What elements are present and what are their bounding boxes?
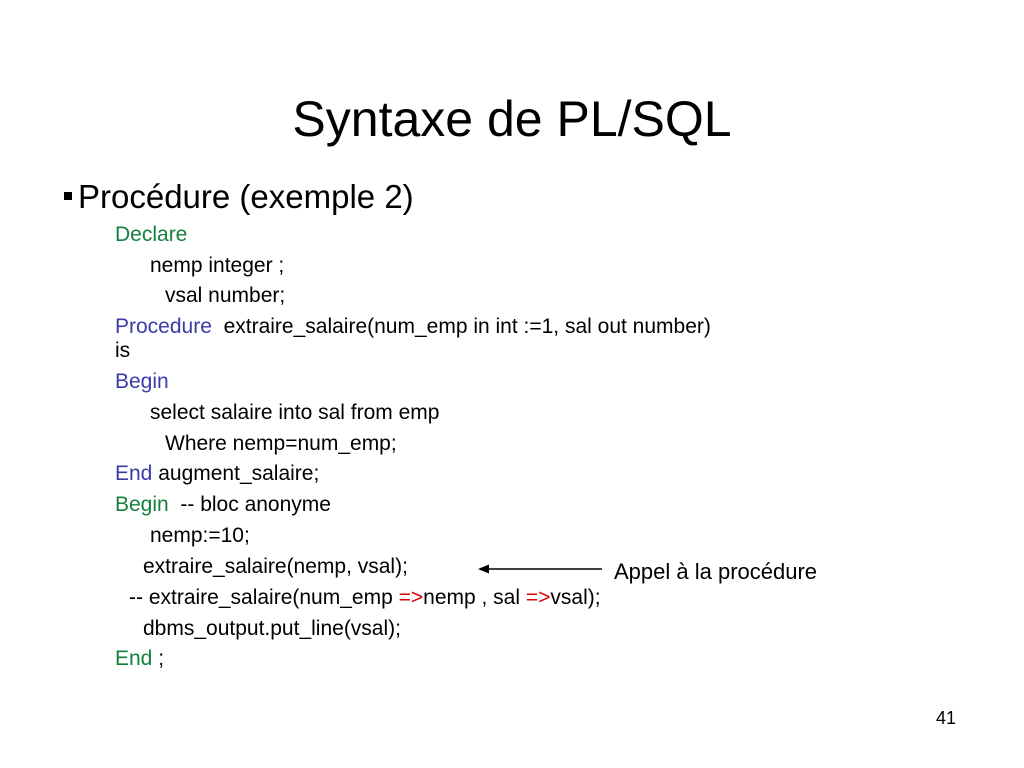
code-text: select salaire into sal from emp [150, 401, 440, 424]
code-line-var-vsal [165, 283, 285, 309]
code-line-var-nemp [150, 253, 284, 279]
bullet-text: Procédure (exemple 2) [78, 178, 414, 215]
code-text: augment_salaire; [158, 462, 320, 485]
code-text: extraire_salaire(nemp, vsal); [143, 555, 408, 578]
left-arrow-icon [476, 560, 604, 578]
keyword-end: End [115, 462, 153, 485]
code-line-named-call [129, 585, 601, 611]
page-number: 41 [936, 708, 957, 728]
code-line-where [165, 431, 397, 457]
code-line-assign [150, 523, 250, 549]
keyword-begin: Begin [115, 370, 169, 393]
code-line-is [115, 338, 130, 364]
code-text: extraire_salaire(num_emp in int :=1, sal out number) [223, 315, 711, 338]
code-line-declare [115, 222, 187, 248]
code-line-end-anonymous [115, 646, 164, 672]
code-line-begin [115, 369, 169, 395]
code-text: nemp:=10; [150, 524, 250, 547]
code-text: -- extraire_salaire(num_emp [129, 586, 399, 609]
code-text: dbms_output.put_line(vsal); [143, 617, 401, 640]
code-comment: -- bloc anonyme [180, 493, 331, 516]
code-text: nemp integer ; [150, 254, 285, 277]
code-text: vsal number; [165, 284, 286, 307]
code-text: is [115, 339, 131, 362]
slide-title: Syntaxe de PL/SQL [292, 91, 732, 147]
named-arg-operator: => [525, 586, 551, 609]
code-line-call [143, 554, 408, 580]
annotation-label: Appel à la procédure [614, 559, 818, 584]
code-line-end [115, 461, 319, 487]
code-line-procedure [115, 314, 711, 340]
code-text: Where nemp=num_emp; [165, 432, 397, 455]
keyword-procedure: Procedure [115, 315, 212, 338]
named-arg-operator: => [398, 586, 424, 609]
code-text: vsal); [550, 586, 601, 609]
code-text: nemp , sal [423, 586, 526, 609]
bullet-heading [64, 176, 414, 218]
keyword-begin: Begin [115, 493, 169, 516]
code-line-begin-anonymous [115, 492, 331, 518]
code-text: ; [152, 647, 165, 670]
square-bullet-icon [64, 192, 72, 200]
code-line-output [143, 616, 401, 642]
keyword-declare: Declare [115, 223, 188, 246]
keyword-end: End [115, 647, 153, 670]
code-line-select [150, 400, 439, 426]
